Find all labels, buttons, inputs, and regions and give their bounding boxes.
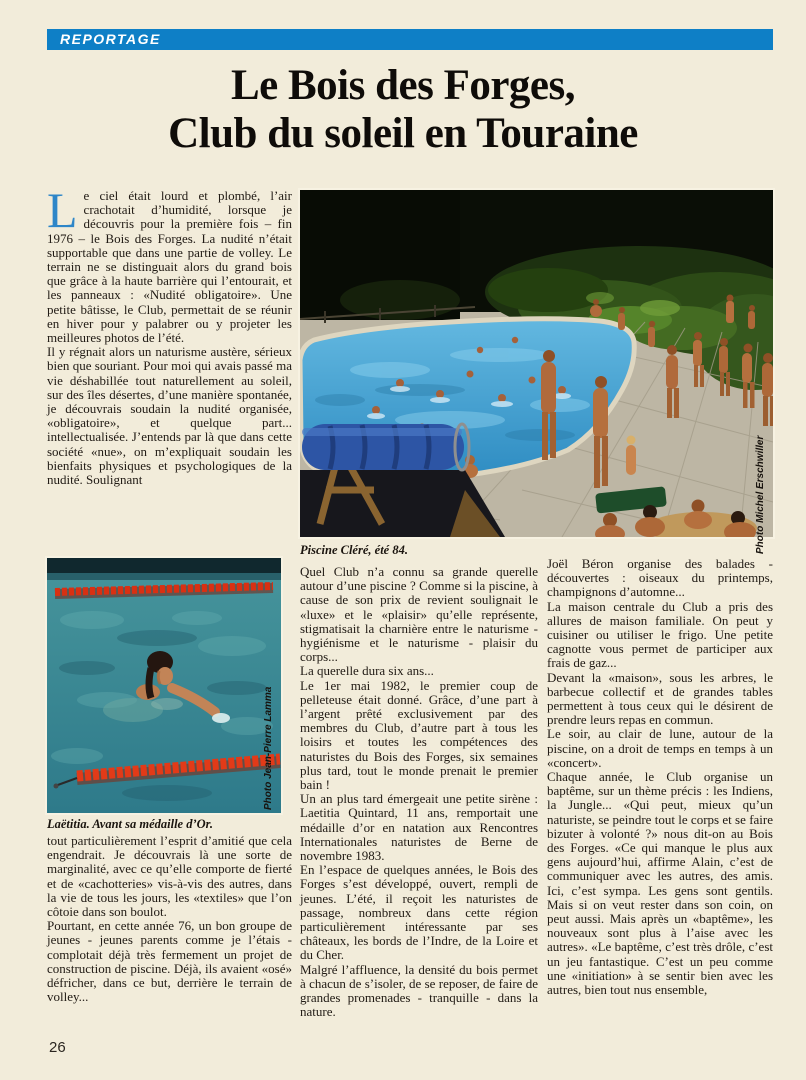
paragraph-text: Un an plus tard émergeait une petite sirène : Laetitia Quintard, 11 ans, remportait une médaille d’or en natation aux Rencontres Internationales naturistes de Berne de novembre 1983. bbox=[300, 791, 538, 864]
paragraph bbox=[547, 770, 773, 997]
main-photo-credit: Photo Michel Erschwiller bbox=[755, 435, 766, 554]
paragraph bbox=[547, 557, 773, 600]
article-title-line2: Club du soleil en Touraine bbox=[168, 110, 638, 157]
drop-cap: L bbox=[47, 182, 78, 238]
paragraph bbox=[547, 671, 773, 728]
swimmer-illustration bbox=[47, 558, 281, 813]
paragraph-text: Joël Béron organise des balades - découvertes : oiseaux du printemps, champignons d’automne... bbox=[547, 556, 773, 600]
paragraph-text: Il y régnait alors un naturisme austère, sérieux bien que souriant. Pour moi qui avais passé ma vie déshabillée tout naturellement au soleil, sur des îles désertes, d’une manière spontanée, je découvrais soudain la nudité organisée, «obligatoire», et quelque part... intellectualisée. J’entends par là que dans cette société «nue», on m’expliquait soudain les bienfaits physiques et psychologiques de la nudité. Soulignant bbox=[47, 344, 292, 488]
paragraph-text: Le 1er mai 1982, le premier coup de pelleteuse était donné. Grâce, d’une part à l’argent prêté exclusivement par des membres du Club, d’autre part à tous les loisirs et toutes les compétences des naturistes du Bois des Forges, six semaines plus tard, tout le monde prenait le premier bain ! bbox=[300, 677, 538, 793]
paragraph-text: La querelle dura six ans... bbox=[300, 663, 434, 679]
paragraph-text: Devant la «maison», sous les arbres, le barbecue collectif et de grandes tables permettent à tous ceux qui le désirent de prendre leurs repas en commun. bbox=[547, 669, 773, 728]
paragraph bbox=[47, 182, 292, 346]
page-number: 26 bbox=[49, 1039, 66, 1056]
paragraph bbox=[300, 679, 538, 793]
paragraph-text: Pourtant, en cette année 76, un bon groupe de jeunes - jeunes parents comme je l’étais - complotait déjà très fermement un projet de construction de piscine. Déjà, ils avaient «osé» défricher, dans ce but, derrière le terrain de volley... bbox=[47, 918, 292, 1005]
main-photo bbox=[300, 190, 773, 537]
paragraph-text: La maison centrale du Club a pris des allures de maison familiale. On peut y cuisiner ou utiliser le frigo. Une petite cagnotte vous permet de participer aux frais de gaz... bbox=[547, 598, 773, 671]
paragraph-text: Le soir, au clair de lune, autour de la piscine, on a droit de temps en temps à un «concert». bbox=[547, 726, 773, 770]
paragraph bbox=[47, 345, 292, 487]
right-column bbox=[547, 557, 773, 997]
paragraph bbox=[300, 792, 538, 863]
swimmer-photo bbox=[47, 558, 281, 813]
middle-column bbox=[300, 565, 538, 1020]
article-title bbox=[40, 62, 766, 158]
paragraph bbox=[47, 919, 292, 1004]
left-column-bottom bbox=[47, 834, 292, 1004]
kicker-label: REPORTAGE bbox=[60, 31, 161, 47]
article-title-line1: Le Bois des Forges, bbox=[230, 62, 576, 109]
paragraph bbox=[47, 834, 292, 919]
left-column-top bbox=[47, 182, 292, 488]
paragraph bbox=[300, 863, 538, 962]
paragraph-text: e ciel était lourd et plombé, l’air crachotait d’humidité, lorsque je découvris pour la première fois – fin 1976 – le Bois des Forges. La nudité n’était supportable que dans une partie de volley. Le terrain ne se distinguait alors du grand bois que grâce à la haute barrière qui l’entourait, et les panneaux : «Nudité obligatoire». Une petite bâtisse, le Club, permettait de se réunir en hiver pour y palabrer ou y projeter les meilleures photos de l’été. bbox=[47, 188, 292, 346]
paragraph bbox=[300, 963, 538, 1020]
kicker-banner bbox=[47, 29, 773, 50]
paragraph-text: Malgré l’affluence, la densité du bois permet à chacun de s’isoler, de se reposer, de faire de grandes promenades - tranquille - dans la nature. bbox=[300, 961, 538, 1020]
swimmer-photo-credit: Photo Jean-Pierre Lamma bbox=[263, 686, 274, 810]
swimmer-photo-caption: Laëtitia. Avant sa médaille d’Or. bbox=[47, 817, 213, 831]
paragraph bbox=[300, 565, 538, 664]
pool-scene-illustration bbox=[300, 190, 773, 537]
paragraph bbox=[547, 727, 773, 770]
paragraph-text: Chaque année, le Club organise un baptême, sur un thème précis : les Indiens, la Jungle... «Qui peut, mieux qu’un naturiste, se peindre tout le corps et se faire bizuter à volonté ?» nous dit-on au Bois des Forges. «Ce qui manque le plus aux gens aujourd’hui, affirme Alain, c’est de communiquer avec les autres, des amis. Ici, c’est sympa. Les gens sont gentils. Mais si on veut rester dans son coin, on peut aussi. Mais après un «baptême», les nouveaux sont plus à l’aise avec les autres». «Le baptême, c’est très drôle, c’est un jeu fantastique. C’est un peu comme une «initiation» à se sentir bien avec les autres, bien tout nus ensemble, bbox=[547, 769, 773, 998]
paragraph bbox=[547, 600, 773, 671]
paragraph-text: tout particulièrement l’esprit d’amitié que cela engendrait. Je découvrais là une sorte de marginalité, avec ce qu’elle comporte de fierté et de «cachotteries» vis-à-vis des autres, dans la vie de tous les jours, les «textiles» que l’on côtoie dans son boulot. bbox=[47, 833, 292, 920]
paragraph-text: En l’espace de quelques années, le Bois des Forges s’est développé, ouvert, rempli de jeunes. L’été, il reçoit les naturistes de passage, nombreux dans cette région particulièrement intéressante par ses châteaux, les bords de l’Indre, de la Loire et du Cher. bbox=[300, 862, 538, 963]
paragraph-text: Quel Club n’a connu sa grande querelle autour d’une piscine ? Comme si la piscine, à cause de son prix de revient soulignait le «luxe» et le «plaisir» qu’elle représente, stigmatisait la charnière entre le naturisme - hygiénisme et le naturisme - plaisir du corps... bbox=[300, 564, 538, 665]
paragraph bbox=[300, 664, 538, 678]
main-photo-caption: Piscine Cléré, été 84. bbox=[300, 543, 408, 557]
